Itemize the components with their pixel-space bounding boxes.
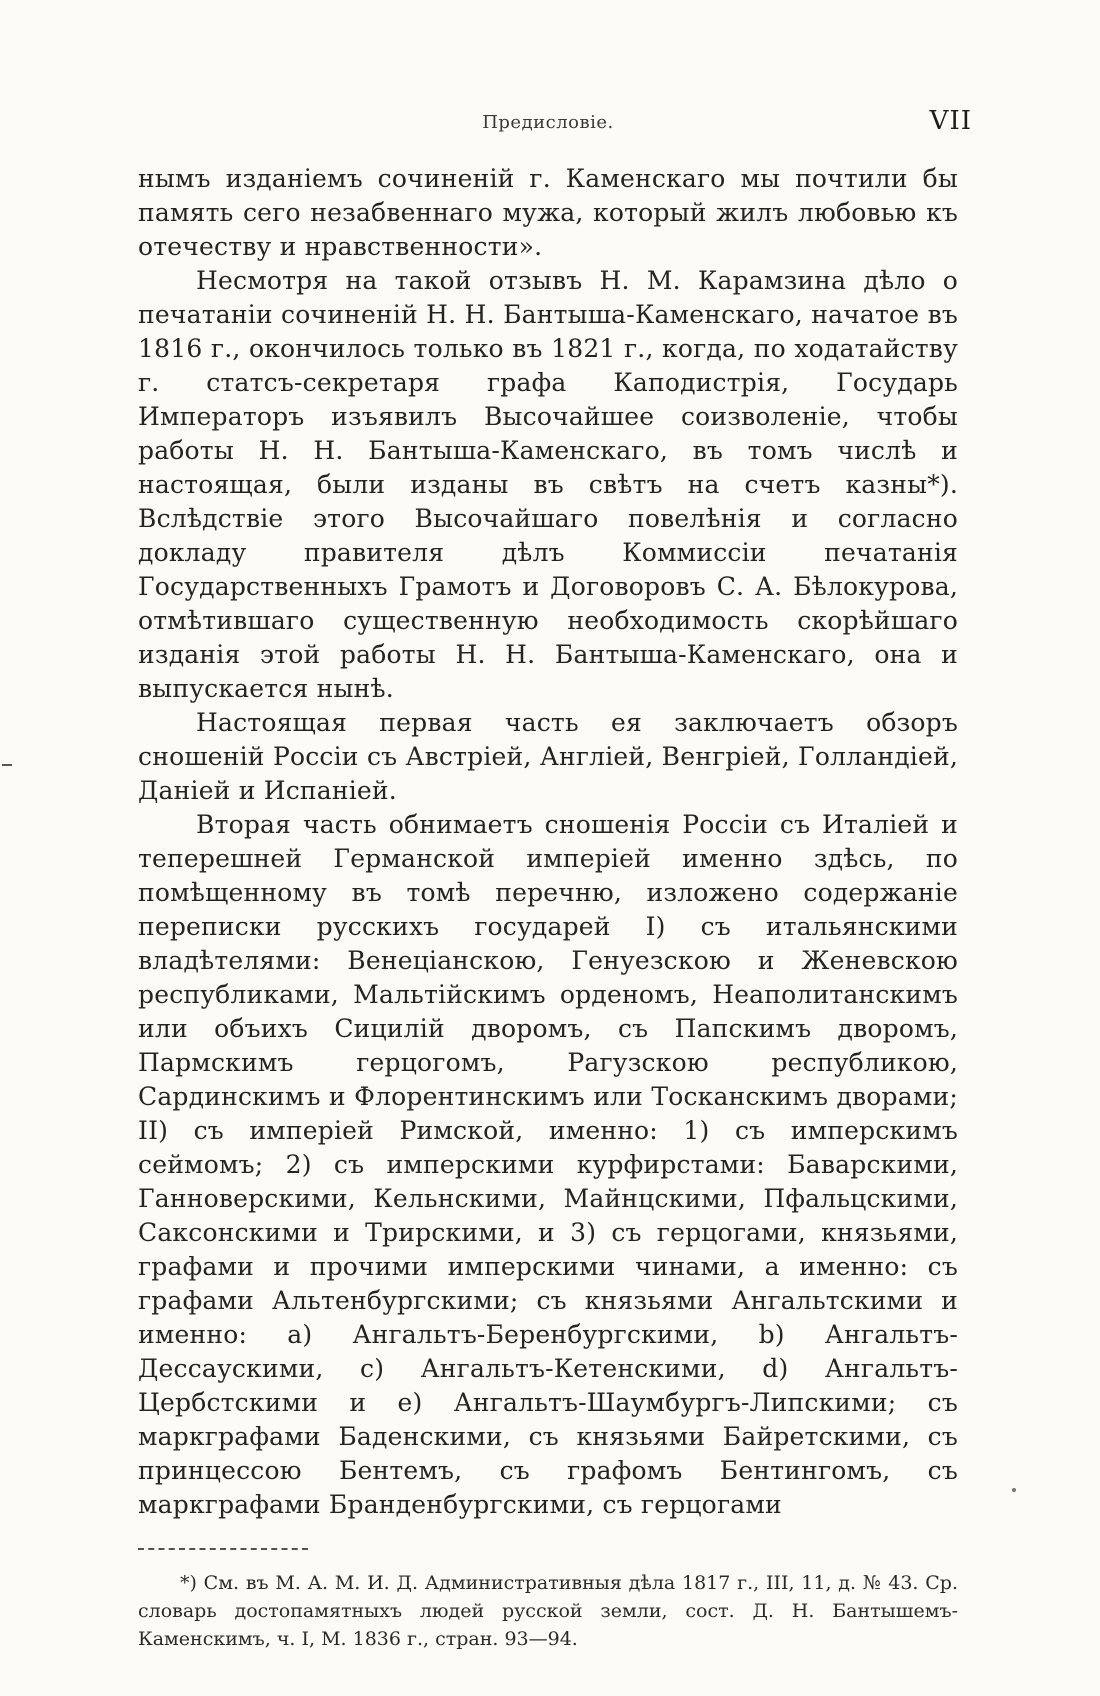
scan-artifact-dash xyxy=(2,764,12,766)
page-number: VII xyxy=(929,106,972,136)
body-text xyxy=(138,162,958,1522)
body-paragraph: Настоящая первая часть ея заключаетъ обзоръ сношеній Россіи съ Австріей, Англіей, Венгріей, Голландіей, Даніей и Испаніей. xyxy=(138,708,958,805)
scan-artifact-dot xyxy=(1012,1488,1016,1492)
text-column xyxy=(138,106,972,1653)
body-paragraph: нымъ изданіемъ сочиненій г. Каменскаго мы почтили бы память сего незабвеннаго мужа, который жилъ любовью къ отечеству и нравственности». xyxy=(138,164,958,261)
body-paragraph: Несмотря на такой отзывъ Н. М. Карамзина дѣло о печатаніи сочиненій Н. Н. Бантыша-Каменскаго, начатое въ 1816 г., окончилось только въ 1821 г., когда, по ходатайству г. статсъ-секретаря графа Каподистрія, Государь Императоръ изъявилъ Высочайшее соизволеніе, чтобы работы Н. Н. Бантыша-Каменскаго, въ томъ числѣ и настоящая, были изданы въ свѣтъ на счетъ казны*). Вслѣдствіе этого Высочайшаго повелѣнія и согласно докладу правителя дѣлъ Коммиссіи печатанія Государственныхъ Грамотъ и Договоровъ С. А. Бѣлокурова, отмѣтившаго существенную необходимость скорѣйшаго изданія этой работы Н. Н. Бантыша-Каменскаго, она и выпускается нынѣ. xyxy=(138,266,958,703)
running-head xyxy=(138,106,972,152)
body-paragraph: Вторая часть обнимаетъ сношенія Россіи съ Италіей и теперешней Германской имперіей именно здѣсь, по помѣщенному въ томѣ перечню, изложено содержаніе переписки русскихъ государей I) съ итальянскими владѣтелями: Венеціанскою, Генуезскою и Женевскою республиками, Мальтійскимъ орденомъ, Неаполитанскимъ или объихъ Сицилій дворомъ, съ Папскимъ дворомъ, Пармскимъ герцогомъ, Рагузскою республикою, Сардинскимъ и Флорентинскимъ или Тосканскимъ дворами; II) съ имперіей Римской, именно: 1) съ имперскимъ сеймомъ; 2) съ имперскими курфирстами: Баварскими, Ганноверскими, Кельнскими, Майнцскими, Пфальцскими, Саксонскими и Трирскими, и 3) съ герцогами, князьями, графами и прочими имперскими чинами, а именно: съ графами Альтенбургскими; съ князьями Ангальтскими и именно: a) Ангальтъ-Беренбургскими, b) Ангальтъ-Дессаускими, c) Ангальтъ-Кетенскими, d) Ангальтъ-Цербстскими и e) Ангальтъ-Шаумбургъ-Липскими; съ маркграфами Баденскими, съ князьями Байретскими, съ принцессою Бентемъ, съ графомъ Бентингомъ, съ маркграфами Бранденбургскими, съ герцогами xyxy=(138,810,958,1519)
footnote-separator xyxy=(138,1548,308,1550)
running-head-title: Предисловіе. xyxy=(482,112,614,133)
footnote-text: *) См. въ М. А. М. И. Д. Административныя дѣла 1817 г., III, 11, д. № 43. Ср. словарь достопамятныхъ людей русской земли, сост. Д. Н. Бантышемъ-Каменскимъ, ч. I, М. 1836 г., стран. 93—94. xyxy=(138,1572,958,1650)
